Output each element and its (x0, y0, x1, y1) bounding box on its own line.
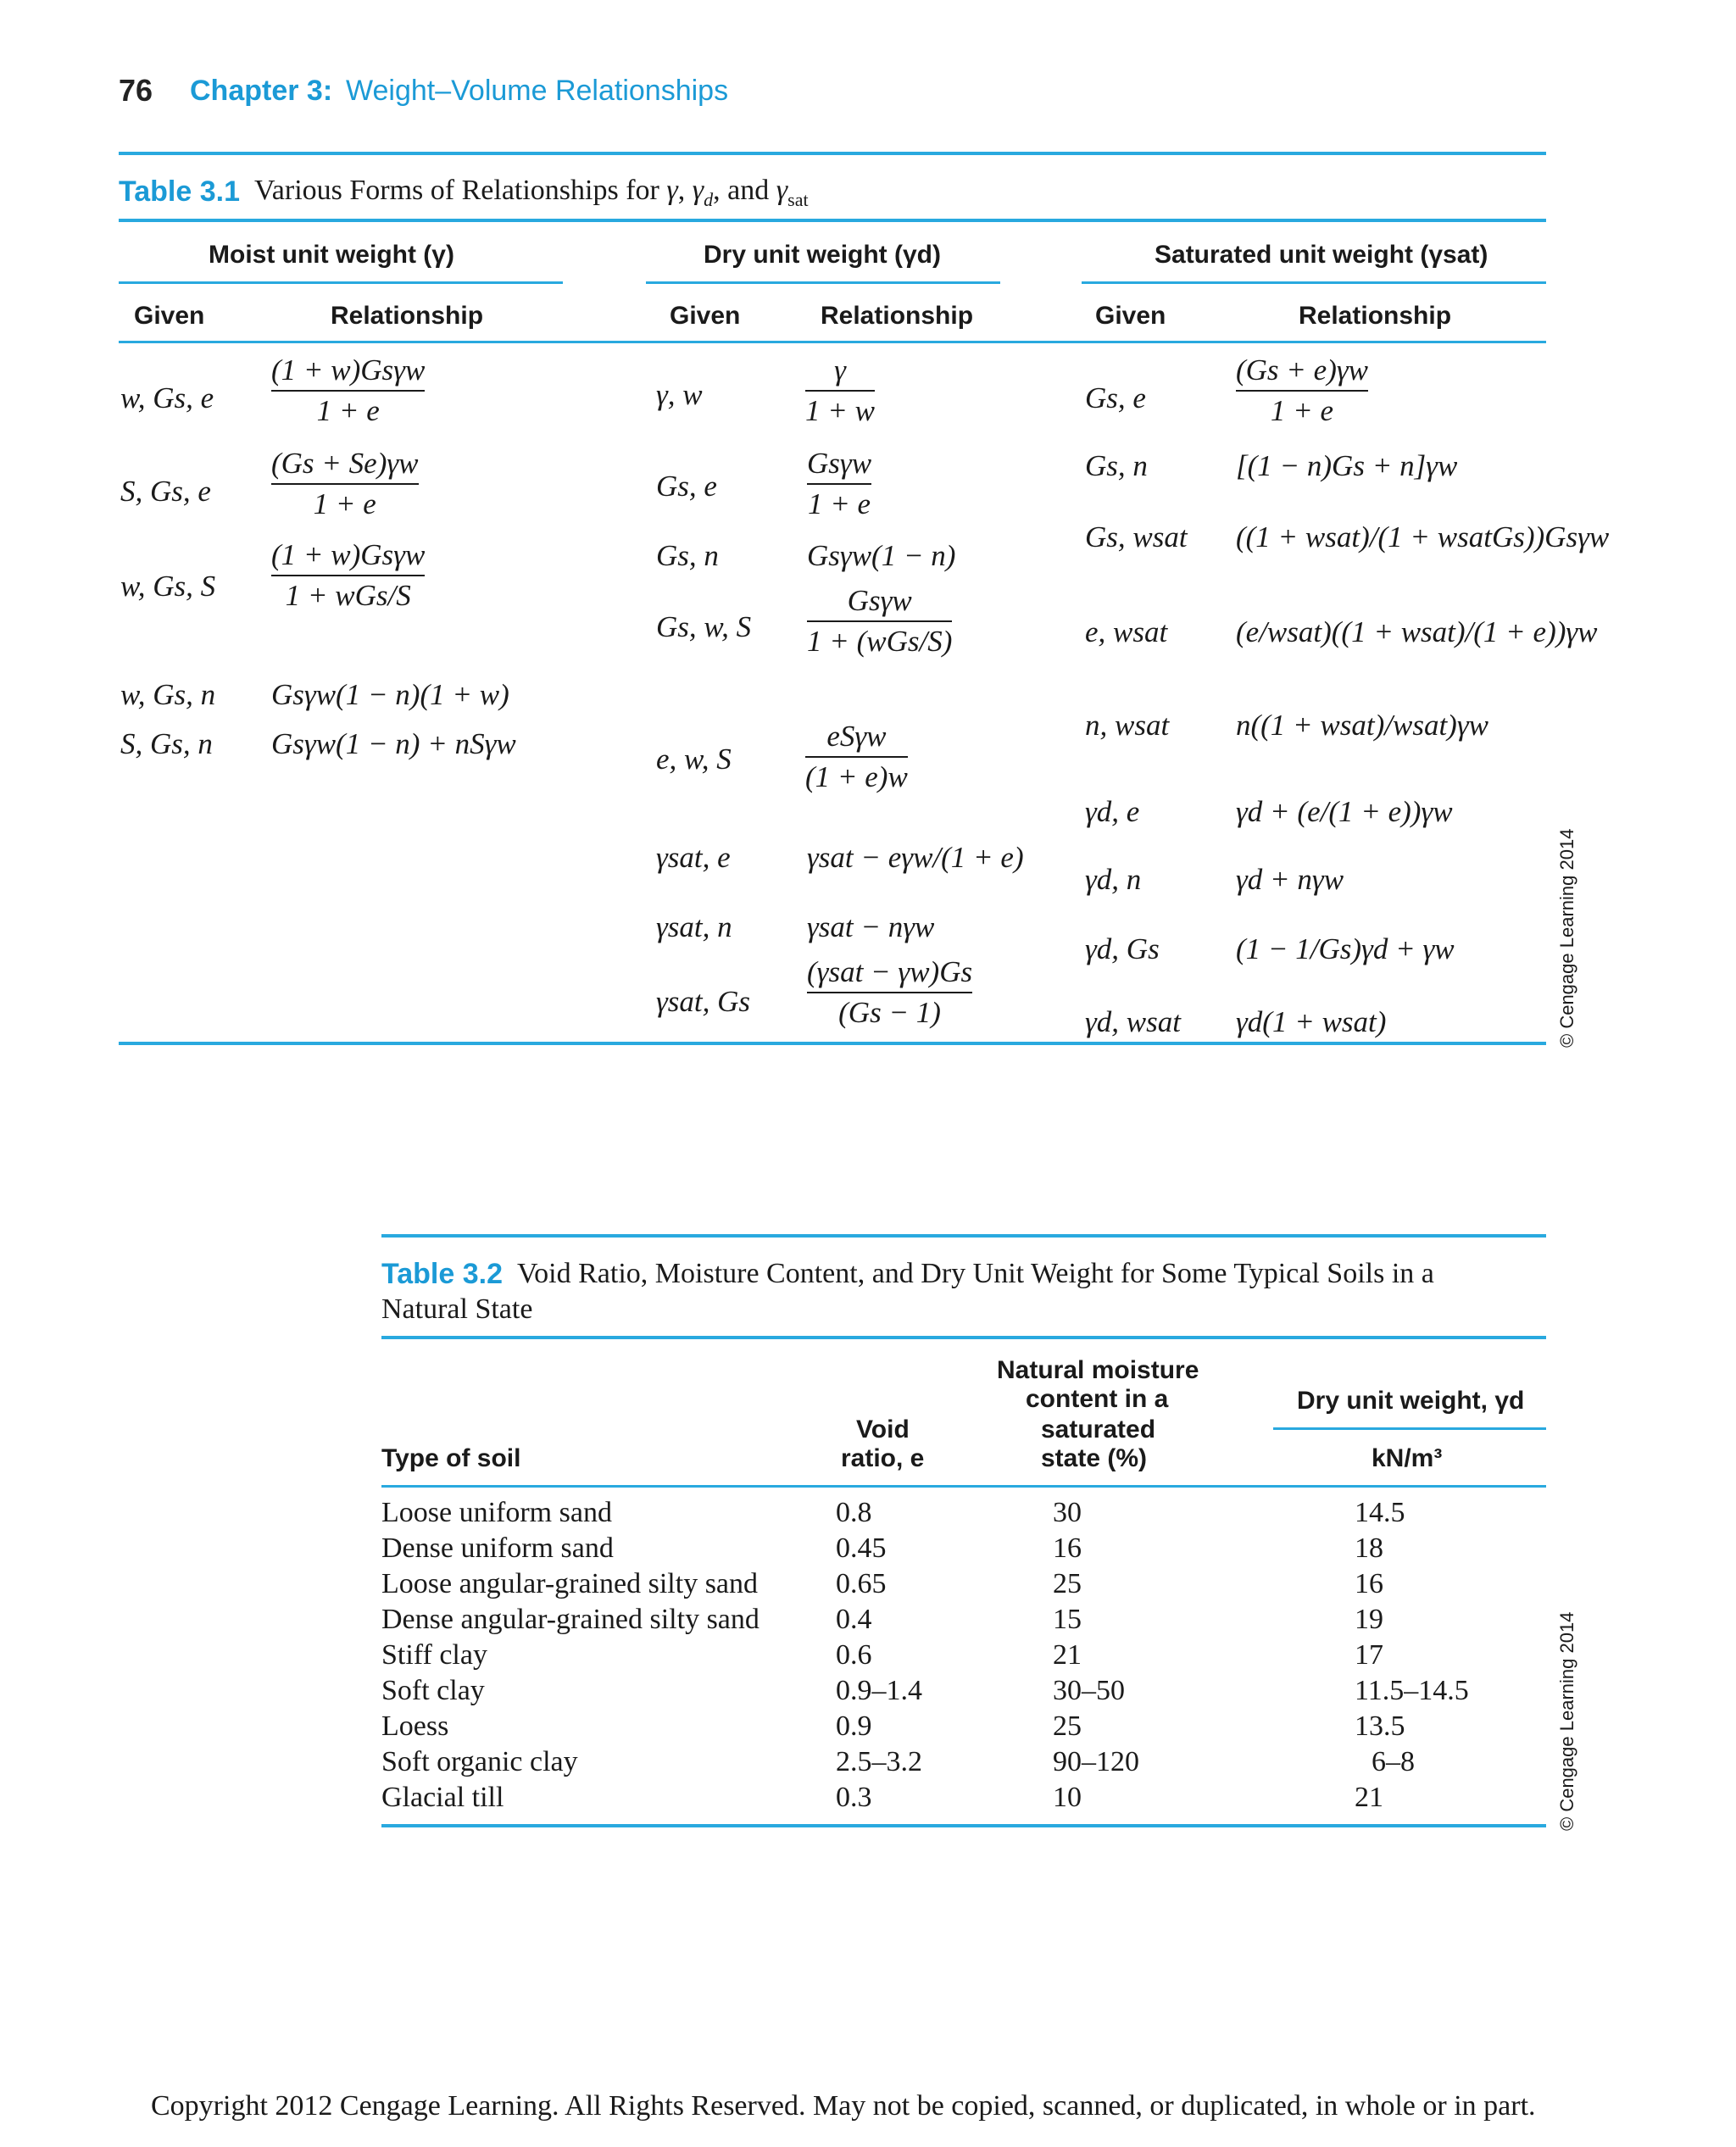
cell-type: Loess (381, 1710, 449, 1742)
table-row (381, 1568, 1546, 1604)
dry-given: γsat, Gs (656, 985, 751, 1018)
cell-void: 0.45 (836, 1532, 887, 1564)
dry-relationship: γ 1 + w (805, 353, 875, 427)
chapter-label: Chapter 3: (190, 75, 333, 107)
sat-relationship: γd(1 + wsat) (1236, 1005, 1387, 1038)
chapter-title: Weight–Volume Relationships (346, 75, 729, 107)
dry-given: γsat, e (656, 841, 731, 874)
moist-relationship-header: Relationship (331, 302, 484, 330)
group-saturated-rule (1082, 281, 1546, 284)
header-void-ratio-line2: ratio, e (841, 1444, 925, 1472)
header-moisture-line1: Natural moisture (997, 1356, 1199, 1384)
table1-credit: © Cengage Learning 2014 (1556, 828, 1577, 1048)
moist-given: w, Gs, n (120, 678, 216, 711)
table2-caption-line2: Natural State (381, 1293, 533, 1325)
table-row (381, 1532, 1546, 1568)
moist-relationship: (Gs + Se)γw 1 + e (271, 447, 419, 520)
table1-top-rule (119, 152, 1546, 155)
cell-void: 0.9–1.4 (836, 1675, 922, 1706)
cell-moisture: 25 (1053, 1568, 1082, 1599)
table1-header-rule (119, 341, 1546, 343)
cell-type: Dense uniform sand (381, 1532, 614, 1564)
sat-relationship: (e/wsat)((1 + wsat)/(1 + e))γw (1236, 615, 1598, 648)
cell-dry: 16 (1355, 1568, 1383, 1599)
sat-relationship: (1 − 1/Gs)γd + γw (1236, 932, 1455, 965)
sat-given: Gs, e (1085, 381, 1146, 414)
dry-relationship: (γsat − γw)Gs (Gs − 1) (807, 955, 973, 1029)
table2-credit: © Cengage Learning 2014 (1556, 1611, 1577, 1831)
table2-caption-line1: Void Ratio, Moisture Content, and Dry Unit Weight for Some Typical Soils in a (517, 1258, 1434, 1289)
sat-relationship: [(1 − n)Gs + n]γw (1236, 449, 1458, 482)
group-dry-header: Dry unit weight (γd) (704, 241, 941, 269)
table1-caption: Various Forms of Relationships for γ, $\gamma_d$, and $\gamma_{sat}$ (254, 175, 809, 210)
moist-relationship: Gsγw(1 − n) + nSγw (271, 727, 516, 760)
cell-moisture: 21 (1053, 1639, 1082, 1671)
moist-given: w, Gs, e (120, 381, 214, 414)
table2-caption-rule (381, 1336, 1546, 1339)
cell-moisture: 10 (1053, 1782, 1082, 1813)
cell-moisture: 30–50 (1053, 1675, 1125, 1706)
group-moist-rule (119, 281, 563, 284)
sat-relationship: n((1 + wsat)/wsat)γw (1236, 709, 1488, 742)
sat-given: Gs, wsat (1085, 520, 1188, 553)
dry-given: γsat, n (656, 910, 732, 943)
table2-bottom-rule (381, 1824, 1546, 1827)
table-row (381, 1639, 1546, 1675)
sat-relationship: γd + (e/(1 + e))γw (1236, 795, 1453, 828)
sat-relationship-header: Relationship (1299, 302, 1452, 330)
cell-void: 0.65 (836, 1568, 887, 1599)
table1-bottom-rule (119, 1042, 1546, 1045)
sat-given: γd, n (1085, 863, 1142, 896)
moist-given: S, Gs, n (120, 727, 213, 760)
header-moisture-line3: saturated (1041, 1416, 1156, 1443)
header-dry-unit-rule (1273, 1427, 1546, 1430)
cell-dry: 17 (1355, 1639, 1383, 1671)
sat-relationship: (Gs + e)γw 1 + e (1236, 353, 1368, 427)
dry-given: Gs, w, S (656, 610, 752, 643)
cell-type: Soft clay (381, 1675, 485, 1706)
cell-dry: 19 (1355, 1604, 1383, 1635)
cell-type: Soft organic clay (381, 1746, 578, 1777)
moist-relationship: (1 + w)Gsγw 1 + wGs/S (271, 538, 426, 612)
copyright-footer: Copyright 2012 Cengage Learning. All Rights Reserved. May not be copied, scanned, or duplicated, in whole or in part. (151, 2090, 1536, 2122)
table2-top-rule (381, 1234, 1546, 1238)
table1-label: Table 3.1 (119, 175, 240, 208)
dry-relationship-header: Relationship (821, 302, 974, 330)
dry-given-header: Given (670, 302, 741, 330)
table-row (381, 1782, 1546, 1817)
sat-given: n, wsat (1085, 709, 1170, 742)
moist-given: w, Gs, S (120, 570, 216, 603)
sat-given: γd, e (1085, 795, 1140, 828)
cell-void: 0.4 (836, 1604, 872, 1635)
cell-dry: 13.5 (1355, 1710, 1405, 1742)
cell-type: Loose uniform sand (381, 1497, 612, 1528)
cell-dry: 18 (1355, 1532, 1383, 1564)
page-number: 76 (119, 73, 153, 108)
dry-given: Gs, e (656, 470, 717, 503)
cell-dry: 11.5–14.5 (1355, 1675, 1469, 1706)
cell-void: 0.6 (836, 1639, 872, 1671)
cell-moisture: 25 (1053, 1710, 1082, 1742)
table2-label: Table 3.2 (381, 1258, 503, 1290)
cell-moisture: 30 (1053, 1497, 1082, 1528)
moist-given-header: Given (134, 302, 205, 330)
cell-type: Loose angular-grained silty sand (381, 1568, 759, 1599)
header-type-of-soil: Type of soil (381, 1444, 521, 1472)
cell-moisture: 16 (1053, 1532, 1082, 1564)
sat-given: γd, wsat (1085, 1005, 1181, 1038)
sat-given-header: Given (1095, 302, 1166, 330)
dry-relationship: Gsγw 1 + e (807, 447, 872, 520)
cell-dry: 21 (1355, 1782, 1383, 1813)
dry-given: e, w, S (656, 743, 732, 776)
dry-relationship: γsat − nγw (807, 910, 935, 943)
sat-relationship: ((1 + wsat)/(1 + wsatGs))Gsγw (1236, 520, 1610, 553)
dry-relationship: eSγw (1 + e)w (805, 720, 908, 793)
header-void-ratio-line1: Void (856, 1416, 910, 1443)
cell-void: 0.8 (836, 1497, 872, 1528)
cell-type: Stiff clay (381, 1639, 487, 1671)
table2-header-rule (381, 1485, 1546, 1488)
moist-relationship: (1 + w)Gsγw 1 + e (271, 353, 426, 427)
cell-moisture: 90–120 (1053, 1746, 1139, 1777)
cell-void: 0.9 (836, 1710, 872, 1742)
table1-caption-rule (119, 219, 1546, 222)
sat-given: e, wsat (1085, 615, 1168, 648)
dry-given: Gs, n (656, 539, 719, 572)
cell-dry: 14.5 (1355, 1497, 1405, 1528)
dry-relationship: Gsγw(1 − n) (807, 539, 956, 572)
group-moist-header: Moist unit weight (γ) (209, 241, 454, 269)
sat-relationship: γd + nγw (1236, 863, 1344, 896)
dry-given: γ, w (656, 378, 703, 411)
header-moisture-line2: content in a (1026, 1385, 1169, 1413)
table-row (381, 1746, 1546, 1782)
sat-given: Gs, n (1085, 449, 1148, 482)
cell-void: 2.5–3.2 (836, 1746, 922, 1777)
dry-relationship: Gsγw 1 + (wGs/S) (807, 584, 953, 658)
table-row (381, 1497, 1546, 1532)
moist-relationship: Gsγw(1 − n)(1 + w) (271, 678, 509, 711)
table-row (381, 1604, 1546, 1639)
table-row (381, 1710, 1546, 1746)
dry-relationship: γsat − eγw/(1 + e) (807, 841, 1024, 874)
cell-dry: 6–8 (1372, 1746, 1415, 1777)
moist-given: S, Gs, e (120, 475, 211, 508)
header-dry-unit-weight: Dry unit weight, γd (1297, 1387, 1525, 1415)
cell-void: 0.3 (836, 1782, 872, 1813)
sat-given: γd, Gs (1085, 932, 1160, 965)
table-row (381, 1675, 1546, 1710)
cell-type: Dense angular-grained silty sand (381, 1604, 760, 1635)
group-saturated-header: Saturated unit weight (γsat) (1155, 241, 1488, 269)
cell-type: Glacial till (381, 1782, 504, 1813)
cell-moisture: 15 (1053, 1604, 1082, 1635)
header-dry-unit: kN/m³ (1372, 1444, 1443, 1472)
group-dry-rule (646, 281, 1000, 284)
header-moisture-line4: state (%) (1041, 1444, 1148, 1472)
